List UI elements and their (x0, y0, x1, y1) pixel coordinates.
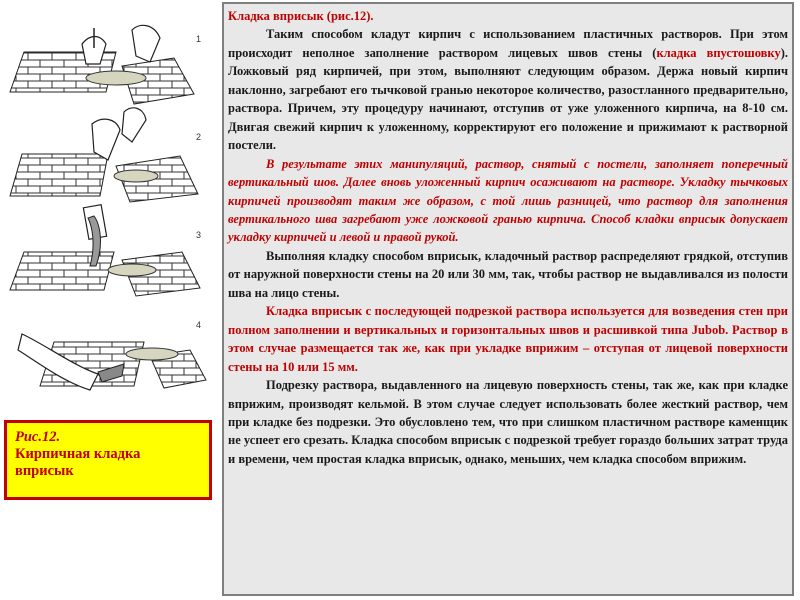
paragraph-1-term: кладка впустошовку (656, 45, 781, 60)
step-3-drawing (10, 205, 200, 296)
caption-title: Кирпичная кладка вприсык (15, 446, 141, 479)
caption-number: Рис.12. (15, 429, 61, 445)
paragraph-2: В результате этих манипуляций, раствор, снятый с постели, заполняет поперечный вертикальный шов. Далее вновь уложенный кирпич осаживают на растворе. Укладку тычковых кирпичей производят таким же образом, с той лишь разницей, что раствор для заполнения вертикального шва загребают уже ложковой гранью кирпича. Способ кладки вприсык допускает укладку кирпичей и левой и правой рукой. (228, 156, 788, 245)
paragraph-5: Подрезку раствора, выдавленного на лицевую поверхность стены, так же, как при кладке вприжим, производят кельмой. В этом случае следует использовать более жесткий раствор, чем при кладке без подрезки. Это обусловлено тем, что при слишком пластичном растворе каменщик не успеет его срезать. Кладка способом вприсык с подрезкой требует гораздо больших затрат труда и времени, чем простая кладка вприсык, однако, меньших, чем кладка способом вприжим. (228, 378, 788, 466)
paragraph-3: Выполняя кладку способом вприсык, кладочный раствор распределяют грядкой, отступив от наружной поверхности стены на 20 или 30 мм, так, чтобы раствор не выдавливался из полости шва на лицо стены. (228, 248, 788, 300)
paragraph-1-part-2: ). Ложковый ряд кирпичей, при этом, выполняют следующим образом. Держа новый кирпич наклонно, загребают его тычковой гранью некоторое количество, разостланного предварительно, раствора. Причем, эту процедуру начинают, отступив от уже уложенного кирпича, на 8-10 см. Двигая свежий кирпич к уложенному, корректируют его положение и прижимают к растворной постели. (228, 45, 788, 153)
figure-caption (4, 420, 212, 500)
step-number-1: 1 (196, 34, 202, 44)
paragraph-1-part-1: Таким способом кладут кирпич с использованием пластичных растворов. При этом происходит неполное заполнение раствором лицевых швов стены ( (228, 27, 788, 60)
step-4-drawing (18, 334, 206, 390)
masonry-illustration (4, 4, 212, 400)
step-1-drawing (10, 25, 194, 104)
step-number-4: 4 (196, 320, 202, 330)
step-2-drawing (10, 108, 198, 202)
article-heading: Кладка вприсык (рис.12). (228, 9, 374, 23)
article-text (222, 2, 794, 596)
paragraph-1 (228, 25, 788, 154)
paragraph-4: Кладка вприсык с последующей подрезкой раствора используется для возведения стен при полном заполнении и вертикальных и горизонтальных швов и расшивкой типа Jubob. Раствор в этом случае размещается так же, как при укладке вприжим – отступая от лицевой поверхности стены на 10 или 15 мм. (228, 304, 788, 374)
step-number-2: 2 (196, 132, 202, 142)
step-number-3: 3 (196, 230, 202, 240)
